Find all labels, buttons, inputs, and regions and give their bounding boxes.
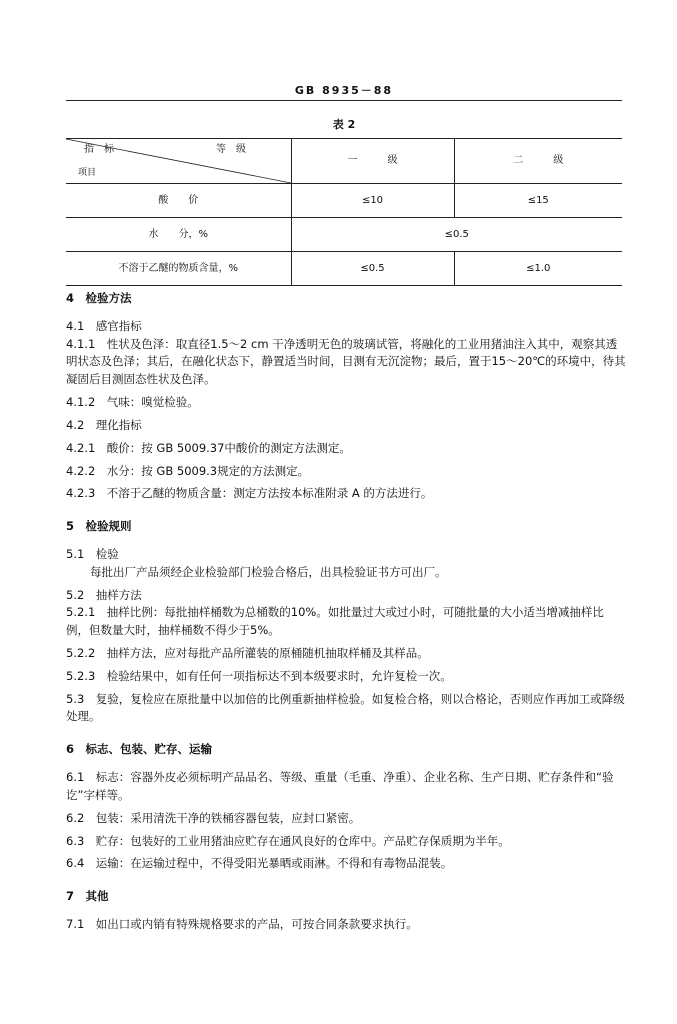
paragraph: 每批出厂产品须经企业检验部门检验合格后，出具检验证书方可出厂。 [90, 564, 447, 579]
spec-table [66, 138, 622, 286]
paragraph: 4.1.2 气味：嗅觉检验。 [66, 395, 199, 410]
paragraph: 5.2.2 抽样方法，应对每批产品所灌装的原桶随机抽取样桶及其样品。 [66, 646, 429, 660]
paragraph: 5.2.3 检验结果中，如有任何一项指标达不到本级要求时，允许复检一次。 [66, 668, 452, 683]
paragraph: 4.2.2 水分：按 GB 5009.3规定的方法测定。 [66, 463, 310, 478]
section-heading: 5 检验规则 [66, 519, 132, 534]
row-label: 不溶于乙醚的物质含量，% [66, 252, 291, 286]
row-label: 水 分，% [66, 218, 291, 252]
standard-code: GB 8935－88 [294, 84, 394, 97]
subsection-heading: 5.2 抽样方法 [66, 587, 142, 602]
table-row [66, 184, 622, 218]
subsection-heading: 4.1 感官指标 [66, 318, 142, 333]
cell-value: ≤0.5 [291, 252, 454, 286]
paragraph: 6.3 贮存：包装好的工业用猪油应贮存在通风良好的仓库中。产品贮存保质期为半年。 [66, 833, 510, 848]
paragraph: 6.1 标志：容器外皮必须标明产品品名、等级、重量（毛重、净重）、企业名称、生产日期、贮存条件和“验讫”字样等。 [66, 770, 614, 802]
table-header-row [66, 139, 622, 184]
cell-value: ≤1.0 [454, 252, 622, 286]
cell-value: ≤15 [454, 184, 622, 218]
subsection-heading: 4.2 理化指标 [66, 417, 142, 432]
table-row [66, 218, 622, 252]
table-title: 表 2 [332, 118, 356, 131]
paragraph: 4.2.1 酸价：按 GB 5009.37中酸价的测定方法测定。 [66, 440, 351, 455]
subsection-heading: 5.1 检验 [66, 546, 119, 561]
table-row [66, 252, 622, 286]
corner-label-indicator: 指 标 [84, 144, 114, 155]
paragraph: 6.2 包装：采用清洗干净的铁桶容器包装，应封口紧密。 [66, 810, 361, 825]
paragraph: 4.2.3 不溶于乙醚的物质含量：测定方法按本标准附录 A 的方法进行。 [66, 486, 433, 501]
paragraph: 5.3 复验，复检应在原批量中以加倍的比例重新抽样检验。如复检合格，则以合格论，否则应作再加工或降级处理。 [66, 691, 625, 724]
paragraph: 4.1.1 性状及色泽：取直径1.5～2 cm 干净透明无色的玻璃试管，将融化的工业用猪油注入其中，观察其透明状态及色泽；其后，在融化状态下，静置适当时间，目测有无沉淀物；最后，置于15～20℃的环境中，待其凝固后目测固态性状及色泽。 [66, 336, 626, 387]
column-header-grade1: 一 级 [291, 139, 454, 184]
table-corner-cell [66, 139, 291, 184]
paragraph: 5.2.1 抽样比例：每批抽样桶数为总桶数的10%。如批量过大或过小时，可随批量的大小适当增减抽样比例，但数量大时，抽样桶数不得少于5%。 [66, 605, 604, 638]
paragraph: 7.1 如出口或内销有特殊规格要求的产品，可按合同条款要求执行。 [66, 916, 418, 931]
column-header-grade2: 二 级 [454, 139, 622, 184]
cell-value-merged: ≤0.5 [291, 218, 622, 252]
cell-value: ≤10 [291, 184, 454, 218]
corner-label-grade: 等 级 [216, 144, 246, 155]
header-rule [66, 100, 622, 101]
paragraph: 6.4 运输：在运输过程中，不得受阳光暴晒或雨淋。不得和有毒物品混装。 [66, 856, 453, 871]
section-heading: 4 检验方法 [66, 291, 132, 305]
section-heading: 7 其他 [66, 889, 109, 904]
document-body [66, 290, 626, 934]
row-label: 酸 价 [66, 184, 291, 218]
section-heading: 6 标志、包装、贮存、运输 [66, 742, 213, 757]
corner-label-item: 项目 [78, 168, 97, 178]
